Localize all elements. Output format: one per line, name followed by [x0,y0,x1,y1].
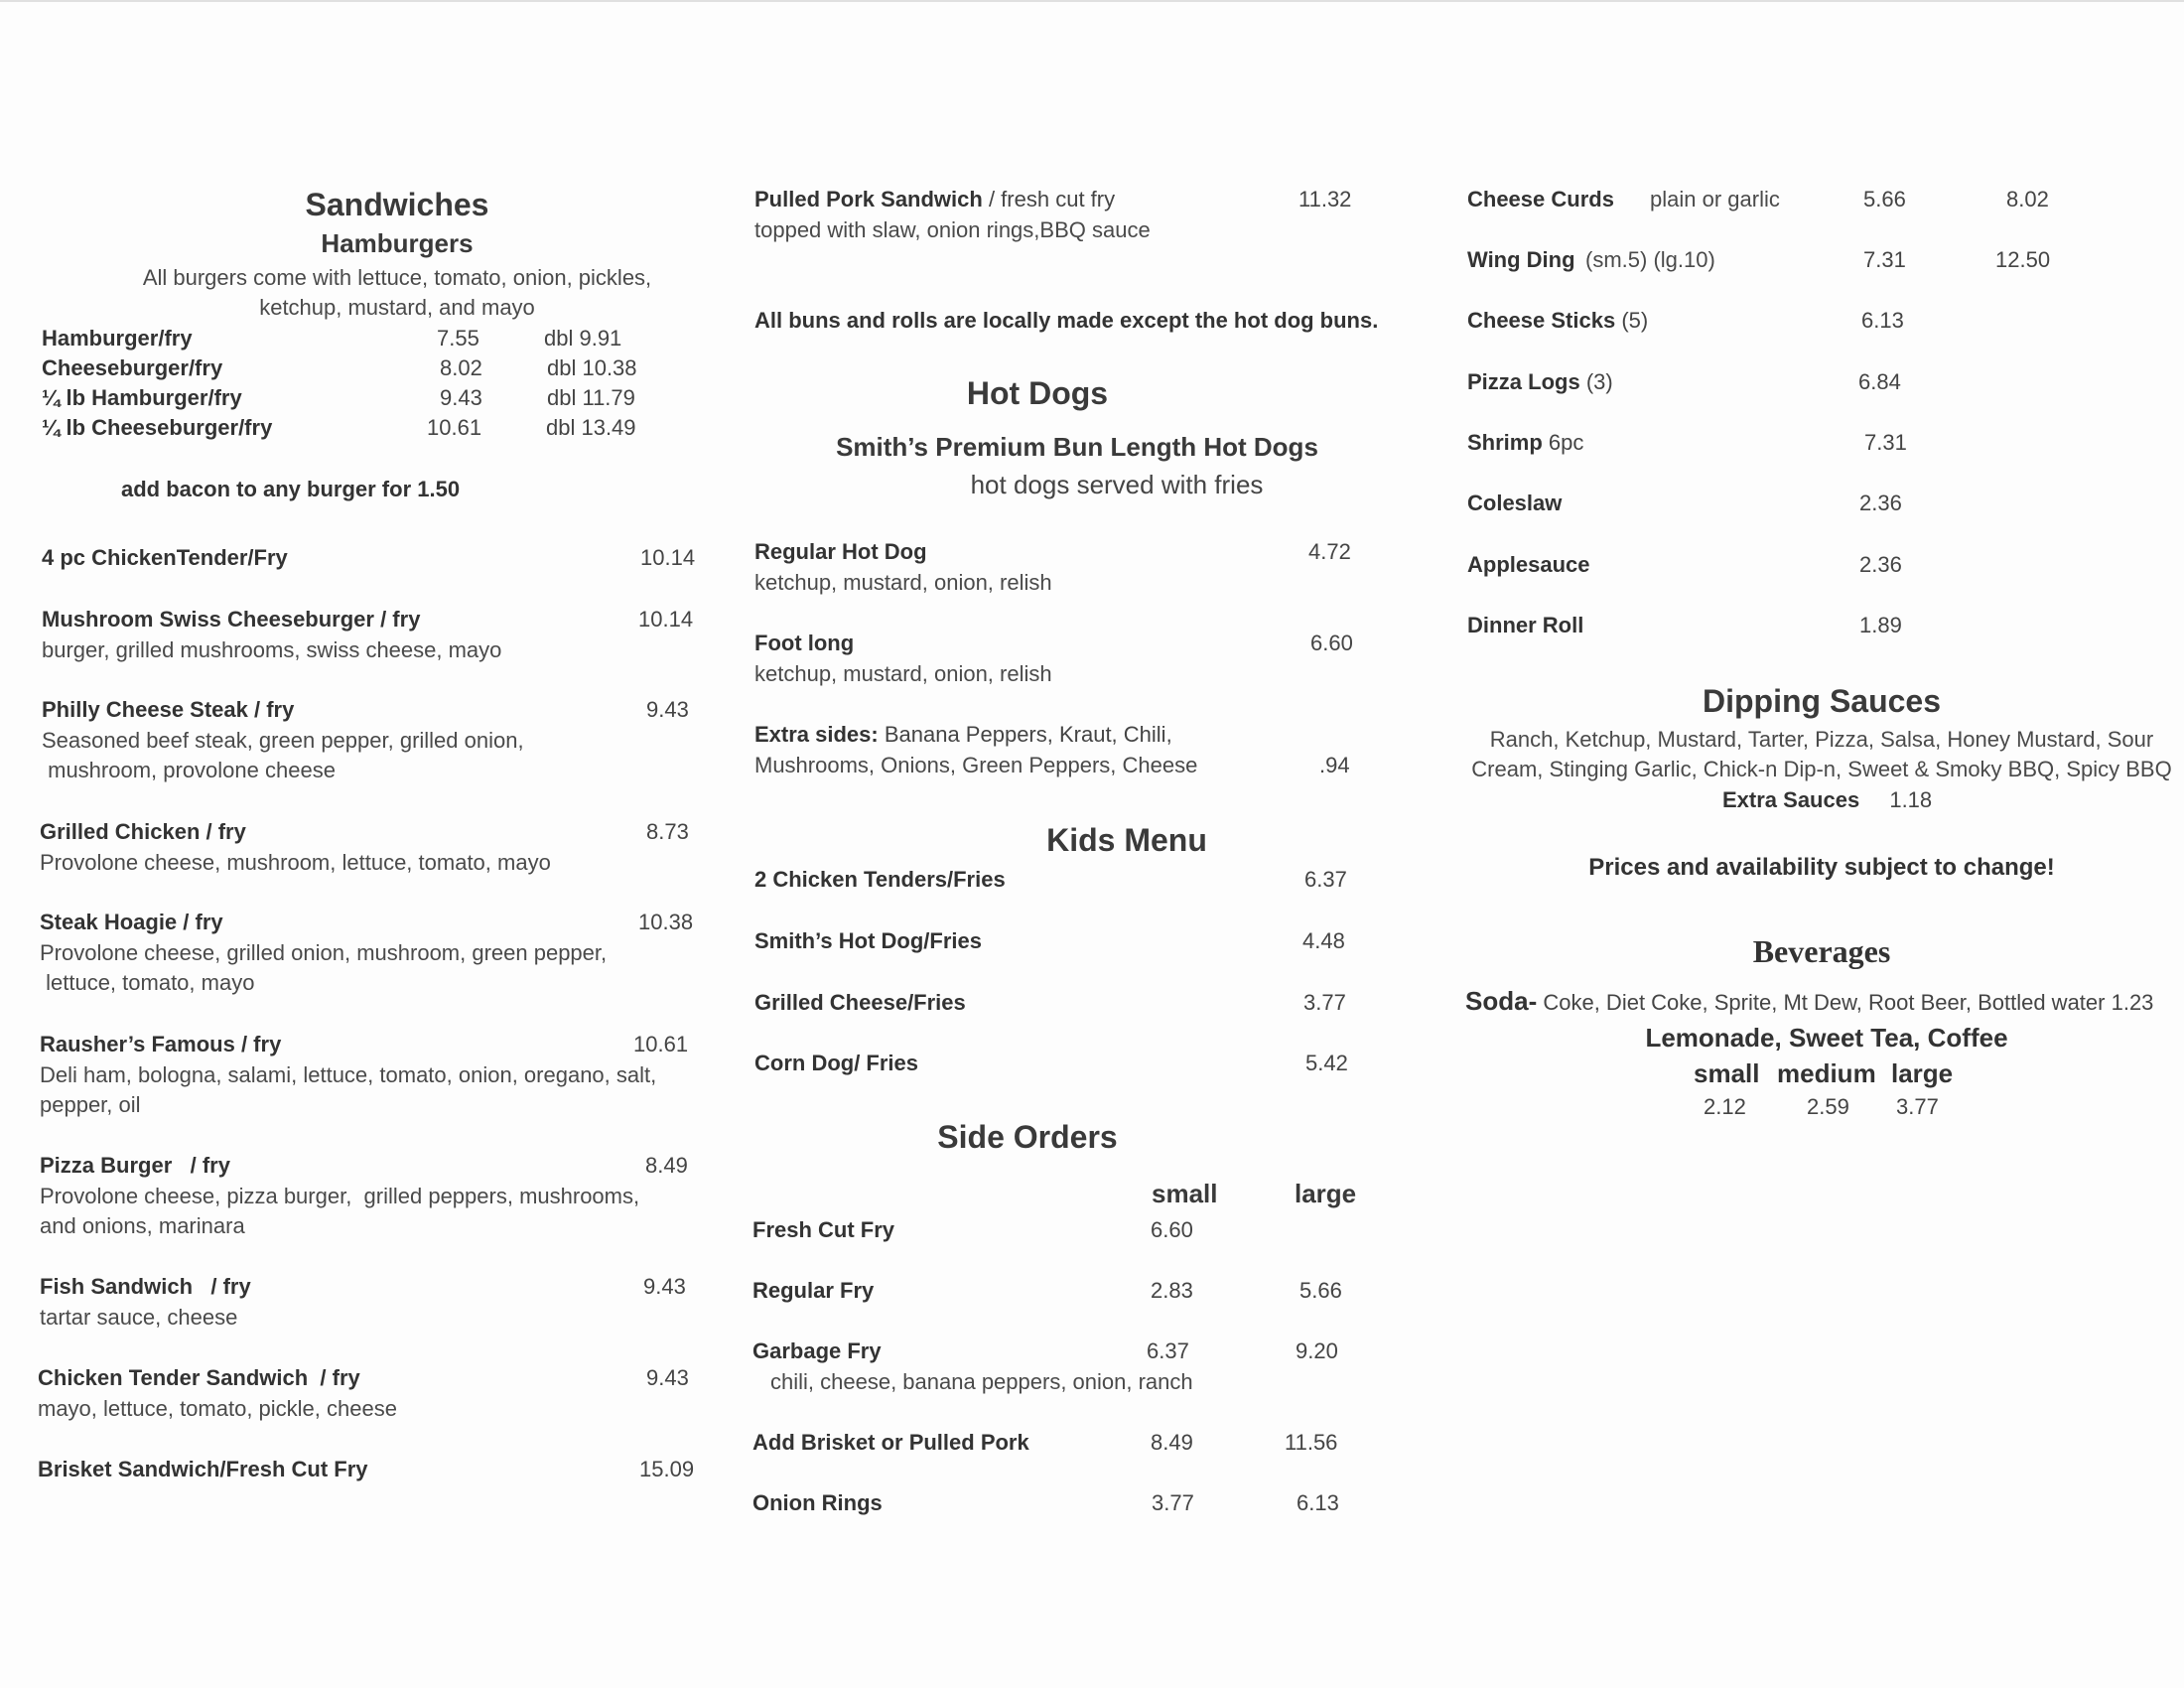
extra-sauces-label: Extra Sauces [1722,787,1860,812]
size-medium: medium [1777,1058,1876,1088]
size-small-price: 2.12 [1704,1094,1746,1119]
lemonade-tea-coffee: Lemonade, Sweet Tea, Coffee [1645,1023,2008,1053]
item-name: Applesauce [1467,552,1590,577]
item-name: Fish Sandwich / fry [40,1274,251,1299]
item-name: Garbage Fry [752,1338,882,1363]
item-name: Regular Fry [752,1278,875,1303]
item-description: tartar sauce, cheese [40,1305,238,1330]
item-description: Provolone cheese, mushroom, lettuce, tomato, mayo [40,850,551,875]
dipping-sauces-title: Dipping Sauces [1702,683,1942,719]
item-line [1467,369,1613,395]
item-price: 6.60 [1310,631,1353,655]
item-price: 5.66 [1863,187,1906,211]
item-price: 4.48 [1302,928,1345,953]
item-name: Mushroom Swiss Cheeseburger / fry [42,607,421,632]
item-price: 10.14 [638,607,694,632]
item-name: Pizza Burger / fry [40,1153,230,1178]
bacon-note: add bacon to any burger for 1.50 [121,477,461,501]
size-large: large [1891,1058,1954,1088]
item-name: Philly Cheese Steak / fry [42,697,295,722]
item-extra: plain or garlic [1650,187,1780,211]
hamburgers-subtitle: Hamburgers [321,228,474,258]
item-price: 9.43 [646,697,689,722]
item-description: mayo, lettuce, tomato, pickle, cheese [38,1396,397,1421]
item-name: Grilled Cheese/Fries [754,990,966,1015]
item-description: topped with slaw, onion rings,BBQ sauce [754,217,1151,242]
item-description: pepper, oil [40,1092,141,1117]
item-price: 8.49 [645,1153,688,1178]
size-small: small [1694,1058,1760,1088]
burger-name: ¼ lb Hamburger/fry [42,385,242,410]
item-description: mushroom, provolone cheese [42,758,336,782]
item-description: Seasoned beef steak, green pepper, grilled onion, [42,728,524,753]
item-description: Provolone cheese, grilled onion, mushroom, green pepper, [40,940,608,965]
item-price: 4.72 [1308,539,1351,564]
item-description: and onions, marinara [40,1213,245,1238]
item-name: Wing Ding [1467,247,1575,272]
soda-text: Coke, Diet Coke, Sprite, Mt Dew, Root Beer, Bottled water 1.23 [1537,990,2154,1015]
burger-dbl-price: dbl 9.91 [544,326,622,351]
item-price: 7.31 [1864,430,1907,455]
item-large-price: 6.13 [1297,1490,1339,1515]
item-name: Onion Rings [752,1490,883,1515]
item-price: 3.77 [1303,990,1346,1015]
sides-large-header: large [1295,1179,1357,1208]
item-name: Dinner Roll [1467,613,1584,637]
burger-price: 9.43 [440,385,482,410]
item-name: Coleslaw [1467,491,1563,515]
hotdogs-title: Hot Dogs [966,375,1109,411]
kids-menu-title: Kids Menu [1046,822,1207,858]
soda-line [1465,986,2153,1017]
item-name: Regular Hot Dog [754,539,927,564]
item-price-2: 8.02 [2006,187,2049,211]
item-price: 6.13 [1861,308,1904,333]
item-description: burger, grilled mushrooms, swiss cheese, mayo [42,637,502,662]
item-price: 9.43 [643,1274,686,1299]
item-large-price: 9.20 [1296,1338,1338,1363]
soda-label: Soda- [1465,986,1538,1016]
item-small-price: 8.49 [1151,1430,1193,1455]
size-medium-price: 2.59 [1807,1094,1849,1119]
item-line [1467,430,1583,456]
item-name: Add Brisket or Pulled Pork [752,1430,1029,1455]
item-extra: 6pc [1548,430,1584,455]
item-price-2: 12.50 [1995,247,2051,272]
item-description: Provolone cheese, pizza burger, grilled peppers, mushrooms, [40,1184,640,1208]
item-small-price: 6.60 [1151,1217,1193,1242]
item-name: Steak Hoagie / fry [40,910,223,934]
item-suffix: / fresh cut fry [982,187,1116,211]
item-description: lettuce, tomato, mayo [40,970,255,995]
item-price: 2.36 [1859,552,1902,577]
burger-name: Hamburger/fry [42,326,193,351]
sides-small-header: small [1152,1179,1218,1208]
item-extra: (5) [1621,308,1649,333]
item-name: Shrimp [1467,430,1543,455]
item-name: 2 Chicken Tenders/Fries [754,867,1006,892]
extra-sides-label: Extra sides: [754,722,879,747]
burger-price: 7.55 [437,326,479,351]
item-price: 10.38 [638,910,694,934]
size-large-price: 3.77 [1896,1094,1939,1119]
item-name: Chicken Tender Sandwich / fry [38,1365,360,1390]
item-large-price: 5.66 [1299,1278,1342,1303]
burger-price: 8.02 [440,355,482,380]
item-name: Fresh Cut Fry [752,1217,895,1242]
item-small-price: 2.83 [1151,1278,1193,1303]
burger-name: ¼ lb Cheeseburger/fry [42,415,273,440]
burger-name: Cheeseburger/fry [42,355,223,380]
item-name: Corn Dog/ Fries [754,1051,919,1075]
item-line [1467,308,1648,334]
extra-sauces-line [1722,787,1932,813]
item-price: 11.32 [1298,187,1352,211]
buns-note: All buns and rolls are locally made except the hot dog buns. [754,308,1379,333]
extra-sauces-price: 1.18 [1889,787,1933,812]
item-extra: (3) [1585,369,1613,394]
item-name: Pizza Logs [1467,369,1580,394]
item-small-price: 3.77 [1152,1490,1194,1515]
sandwiches-title: Sandwiches [305,187,489,222]
dipping-sauces-line1: Ranch, Ketchup, Mustard, Tarter, Pizza, Salsa, Honey Mustard, Sour [1489,727,2154,752]
item-price: 2.36 [1859,491,1902,515]
burgers-note-line2: ketchup, mustard, and mayo [259,295,535,320]
burger-price: 10.61 [427,415,482,440]
item-name: Grilled Chicken / fry [40,819,246,844]
item-price: 5.42 [1305,1051,1348,1075]
burgers-note-line1: All burgers come with lettuce, tomato, onion, pickles, [142,265,652,290]
extra-sides-text: Banana Peppers, Kraut, Chili, [878,722,1172,747]
item-price: 7.31 [1863,247,1906,272]
extra-sides-price: .94 [1319,753,1350,777]
item-price: 9.43 [646,1365,689,1390]
item-price: 10.14 [640,545,696,570]
item-description: ketchup, mustard, onion, relish [754,661,1052,686]
side-orders-title: Side Orders [937,1119,1118,1155]
burger-dbl-price: dbl 13.49 [546,415,636,440]
item-description: chili, cheese, banana peppers, onion, ranch [770,1369,1193,1394]
prices-note: Prices and availability subject to change! [1588,854,2055,881]
item-name: Pulled Pork Sandwich [754,187,983,211]
item-price: 8.73 [646,819,689,844]
item-price: 6.37 [1304,867,1347,892]
beverages-title: Beverages [1752,933,1891,969]
item-description: Deli ham, bologna, salami, lettuce, tomato, onion, oregano, salt, [40,1062,657,1087]
burger-dbl-price: dbl 10.38 [547,355,637,380]
item-price: 1.89 [1859,613,1902,637]
item-name: Smith’s Hot Dog/Fries [754,928,982,953]
extra-sides-line1 [754,722,1172,748]
item-name: Cheese Curds [1467,187,1614,211]
item-name: Foot long [754,631,855,655]
scan-edge-line [0,0,2184,2]
hotdogs-subtitle: Smith’s Premium Bun Length Hot Dogs [836,432,1318,462]
extra-sides-text: Mushrooms, Onions, Green Peppers, Cheese [754,753,1198,777]
item-price: 10.61 [633,1032,689,1056]
item-extra: (sm.5) (lg.10) [1585,247,1715,272]
hotdogs-note: hot dogs served with fries [970,470,1264,499]
item-description: ketchup, mustard, onion, relish [754,570,1052,595]
pulled-pork-line [754,187,1115,212]
item-name: Cheese Sticks [1467,308,1616,333]
item-price: 6.84 [1858,369,1901,394]
dipping-sauces-line2: Cream, Stinging Garlic, Chick-n Dip-n, Sweet & Smoky BBQ, Spicy BBQ [1471,757,2172,781]
item-small-price: 6.37 [1147,1338,1189,1363]
item-name: 4 pc ChickenTender/Fry [42,545,288,570]
item-large-price: 11.56 [1285,1430,1338,1455]
burger-dbl-price: dbl 11.79 [547,385,635,410]
item-price: 15.09 [639,1457,695,1481]
item-name: Brisket Sandwich/Fresh Cut Fry [38,1457,368,1481]
item-name: Rausher’s Famous / fry [40,1032,282,1056]
